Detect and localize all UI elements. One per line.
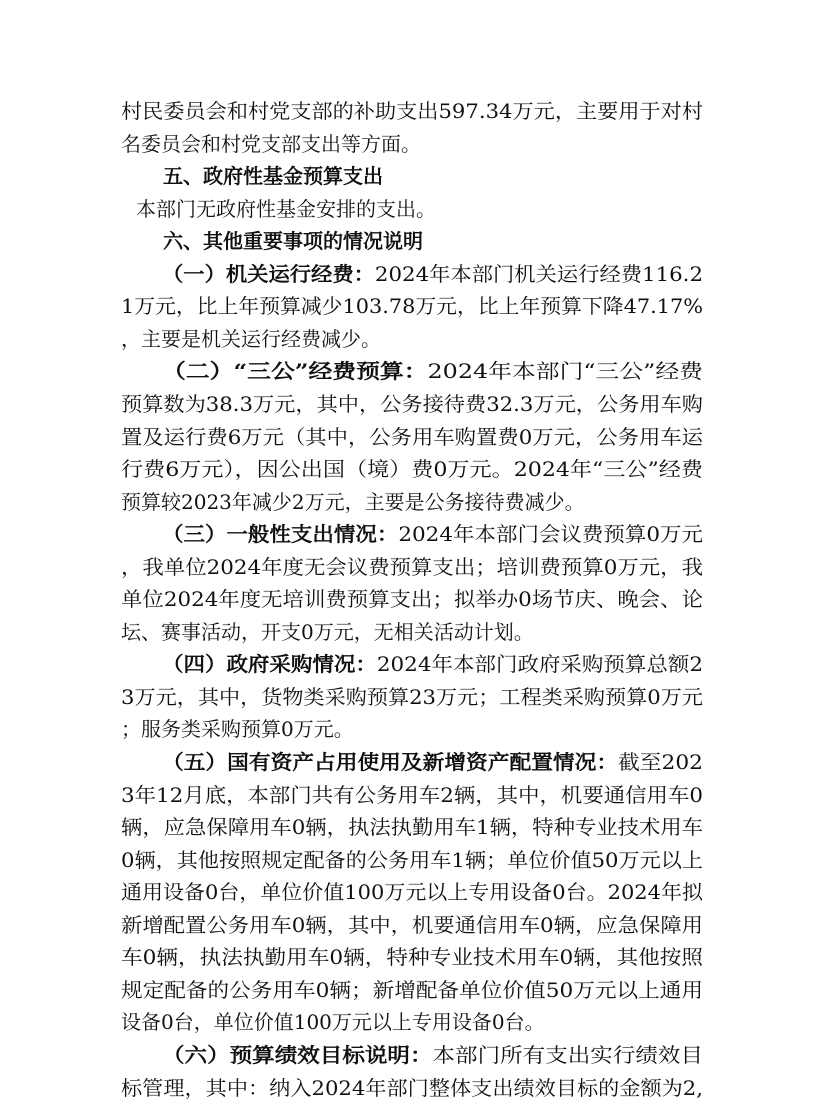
bold-text: （四）政府采购情况： [162, 652, 377, 677]
text-line [121, 551, 703, 583]
body-text: 规定配备的公务用车0辆；新增配备单位价值50万元以上通用 [121, 977, 703, 1002]
text-line [121, 811, 703, 843]
body-text: 车0辆，执法执勤用车0辆，特种专业技术用车0辆，其他按照 [121, 945, 703, 970]
bold-text: 五、政府性基金预算支出 [163, 164, 383, 189]
bold-text: 六、其他重要事项的情况说明 [163, 229, 423, 254]
text-line [121, 713, 354, 745]
body-text: 通用设备0台，单位价值100万元以上专用设备0台。2024年拟 [121, 880, 703, 905]
body-text: 预算较2023年减少2万元，主要是公务接待费减少。 [121, 489, 585, 514]
body-text: 新增配置公务用车0辆，其中，机要通信用车0辆，应急保障用 [121, 912, 703, 937]
text-line [162, 648, 703, 680]
text-line [121, 1006, 545, 1038]
body-text: ，我单位2024年度无会议费预算支出；培训费预算0万元，我 [121, 554, 703, 579]
text-line [121, 323, 381, 355]
text-line [121, 421, 703, 453]
text-line [121, 681, 703, 713]
body-text: 标管理，其中：纳入2024年部门整体支出绩效目标的金额为2, [121, 1075, 703, 1100]
text-line [121, 909, 703, 941]
body-text: 本部门所有支出实行绩效目 [432, 1042, 703, 1067]
text-line [162, 746, 703, 778]
text-line [121, 95, 703, 127]
body-text: ，主要是机关运行经费减少。 [121, 326, 381, 351]
text-line [163, 160, 383, 192]
bold-text: （一）机关运行经费： [162, 261, 375, 286]
text-line [121, 779, 703, 811]
text-line [121, 290, 703, 322]
body-text: 单位2024年度无培训费预算支出；拟举办0场节庆、晚会、论 [121, 587, 703, 612]
body-text: 设备0台，单位价值100万元以上专用设备0台。 [121, 1010, 545, 1035]
body-text: 3万元，其中，货物类采购预算23万元；工程类采购预算0万元 [121, 684, 703, 709]
text-line [121, 876, 703, 908]
text-line [121, 941, 703, 973]
bold-text: （五）国有资产占用使用及新增资产配置情况： [162, 750, 619, 774]
text-line [162, 518, 703, 550]
body-text: 1万元，比上年预算减少103.78万元，比上年预算下降47.17% [121, 294, 703, 319]
body-text: 置及运行费6万元（其中，公务用车购置费0万元，公务用车运 [121, 424, 703, 449]
bold-text: （二）“三公”经费预算： [162, 359, 428, 384]
body-text: 2024年本部门政府采购预算总额2 [376, 652, 703, 677]
text-line [121, 128, 421, 160]
body-text: 0辆，其他按照规定配备的公务用车1辆；单位价值50万元以上 [121, 847, 703, 872]
text-line [162, 258, 703, 290]
body-text: 3年12月底，本部门共有公务用车2辆，其中，机要通信用车0 [121, 782, 703, 807]
text-line [121, 1072, 703, 1104]
bold-text: （三）一般性支出情况： [162, 522, 399, 547]
text-line [162, 1039, 703, 1071]
text-line [121, 583, 703, 615]
text-line [121, 974, 703, 1006]
text-line [136, 193, 436, 225]
body-text: 2024年本部门“三公”经费 [427, 359, 703, 384]
bold-text: （六）预算绩效目标说明： [162, 1042, 433, 1067]
text-line [121, 453, 704, 485]
body-text: 2024年本部门会议费预算0万元 [398, 522, 703, 547]
body-text: 辆，应急保障用车0辆，执法执勤用车1辆，特种专业技术用车 [121, 815, 703, 840]
body-text: 预算数为38.3万元，其中，公务接待费32.3万元，公务用车购 [121, 391, 703, 416]
text-line [121, 388, 703, 420]
body-text: 名委员会和村党支部支出等方面。 [121, 131, 421, 156]
text-line [162, 355, 703, 387]
text-line [121, 486, 585, 518]
text-line [121, 844, 703, 876]
body-text: 行费6万元），因公出国（境）费0万元。2024年“三公”经费 [121, 457, 704, 482]
body-text: 2024年本部门机关运行经费116.2 [374, 261, 703, 286]
body-text: 本部门无政府性基金安排的支出。 [136, 196, 436, 221]
body-text: 坛、赛事活动，开支0万元，无相关活动计划。 [121, 619, 534, 644]
text-line [163, 225, 423, 257]
body-text: ；服务类采购预算0万元。 [121, 717, 354, 742]
body-text: 截至202 [618, 750, 703, 774]
body-text: 村民委员会和村党支部的补助支出597.34万元，主要用于对村 [121, 99, 703, 123]
text-line [121, 616, 534, 648]
